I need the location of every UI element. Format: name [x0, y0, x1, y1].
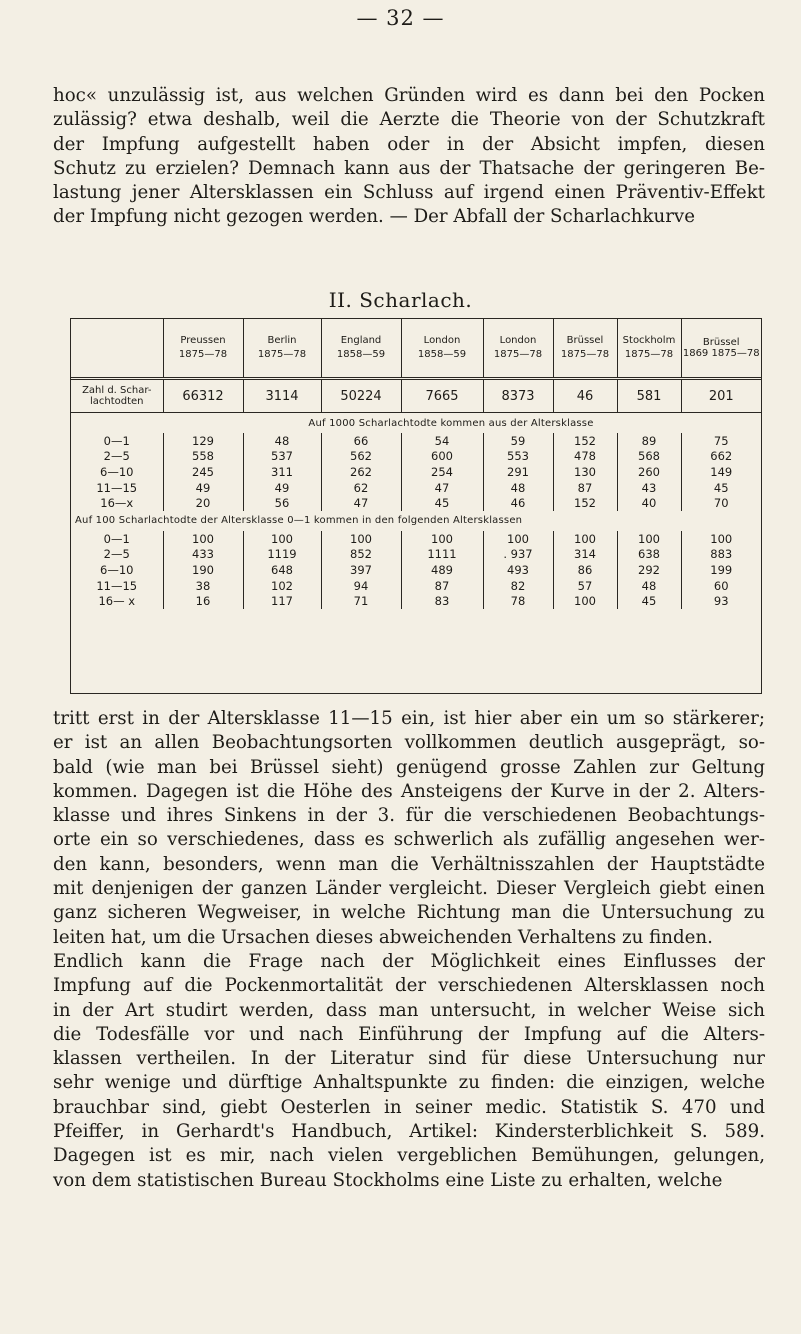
table-cell: 100 [321, 531, 401, 547]
table-cell: 478 [553, 449, 617, 465]
text-line: sehr wenige und dürftige Anhaltspunkte zu finden: die einzigen, welche [53, 1072, 765, 1094]
table-cell: 47 [321, 495, 401, 511]
table-cell: 100 [553, 593, 617, 609]
table-cell: 1119 [243, 547, 321, 563]
table-cell: 66312 [163, 379, 243, 413]
text-line: von dem statistischen Bureau Stockholms eine Liste zu erhalten, welche [53, 1169, 723, 1191]
table-cell: 94 [321, 578, 401, 594]
table-cell: 100 [681, 531, 761, 547]
table-cell: 82 [483, 578, 553, 594]
table-row [71, 449, 761, 465]
table-cell: 537 [243, 449, 321, 465]
table-cell: 66 [321, 433, 401, 449]
table-cell: 45 [681, 480, 761, 496]
table-cell: 292 [617, 562, 681, 578]
section-caption-row [71, 413, 761, 434]
section-title: II. Scharlach. [328, 288, 473, 312]
table-cell: 7665 [401, 379, 483, 413]
table-cell: 600 [401, 449, 483, 465]
text-line: in der Art studirt werden, dass man untersucht, in welcher Weise sich [53, 999, 765, 1021]
table-cell: 199 [681, 562, 761, 578]
table-cell: 70 [681, 495, 761, 511]
table-cell: 397 [321, 562, 401, 578]
table-cell: 562 [321, 449, 401, 465]
table-cell: 57 [553, 578, 617, 594]
table-row [71, 593, 761, 609]
table-cell: 100 [163, 531, 243, 547]
text-line: er ist an allen Beobachtungsorten vollkommen deutlich ausgeprägt, so- [53, 732, 765, 754]
text-line: ganz sicheren Wegweiser, in welche Richtung man die Untersuchung zu [53, 902, 765, 924]
table-row [71, 531, 761, 547]
table-cell: 553 [483, 449, 553, 465]
total-row [71, 379, 761, 413]
table-cell: 152 [553, 433, 617, 449]
row-label: 16—x [100, 496, 134, 511]
table-cell: 54 [401, 433, 483, 449]
text-line: mit denjenigen der ganzen Länder vergleicht. Dieser Vergleich giebt einen [53, 878, 765, 900]
table-cell: 100 [401, 531, 483, 547]
table-cell: 45 [617, 593, 681, 609]
table-cell: 883 [681, 547, 761, 563]
table-cell: 314 [553, 547, 617, 563]
table-cell: . 937 [483, 547, 553, 563]
table-cell: 262 [321, 464, 401, 480]
data-table [71, 319, 761, 609]
table-row [71, 547, 761, 563]
table-cell: 86 [553, 562, 617, 578]
table-cell: 581 [617, 379, 681, 413]
section-caption: Auf 100 Scharlachtodte der Altersklasse 0—1 kommen in den folgenden Altersklassen [75, 515, 523, 527]
scarlet-fever-table [70, 318, 762, 694]
text-line: klassen vertheilen. In der Literatur sind für diese Untersuchung nur [53, 1048, 765, 1070]
text-line: kommen. Dagegen ist die Höhe des Ansteigens der Kurve in der 2. Alters- [53, 780, 765, 802]
table-cell: 46 [483, 495, 553, 511]
table-cell: 93 [681, 593, 761, 609]
table-header-row [71, 319, 761, 379]
table-cell: 47 [401, 480, 483, 496]
row-label: 11—15 [96, 480, 138, 495]
page-number: — 32 — [356, 6, 445, 30]
table-row [71, 480, 761, 496]
table-row [71, 495, 761, 511]
text-line: Pfeiffer, in Gerhardt's Handbuch, Artikel: Kindersterblichkeit S. 589. [53, 1121, 765, 1143]
table-cell: 100 [553, 531, 617, 547]
table-cell: 102 [243, 578, 321, 594]
table-row [71, 578, 761, 594]
text-line: Dagegen ist es mir, nach vielen vergeblichen Bemühungen, gelungen, [53, 1145, 765, 1167]
table-cell: 48 [483, 480, 553, 496]
row-label: 0—1 [103, 433, 130, 448]
text-line: der Impfung nicht gezogen werden. — Der Abfall der Scharlachkurve [53, 206, 695, 228]
row-label: Zahl d. Schar-lachtodten [71, 379, 163, 413]
header-blank [71, 319, 163, 379]
paragraph-bottom [53, 707, 765, 1193]
row-label: 2—5 [103, 547, 130, 562]
text-line: lastung jener Altersklassen ein Schluss auf irgend einen Präventiv-Effekt [53, 182, 765, 204]
table-cell: 100 [617, 531, 681, 547]
table-row [71, 562, 761, 578]
table-cell: 117 [243, 593, 321, 609]
table-cell: 852 [321, 547, 401, 563]
text-line: brauchbar sind, giebt Oesterlen in seiner medic. Statistik S. 470 und [53, 1096, 765, 1118]
table-cell: 48 [243, 433, 321, 449]
text-line: zulässig? etwa deshalb, weil die Aerzte die Theorie von der Schutzkraft [53, 109, 765, 131]
table-cell: 50224 [321, 379, 401, 413]
table-cell: 46 [553, 379, 617, 413]
table-cell: 130 [553, 464, 617, 480]
text-line: Schutz zu erzielen? Demnach kann aus der Thatsache der geringeren Be- [53, 157, 765, 179]
column-header: London 1858—59 [401, 319, 483, 379]
table-cell: 311 [243, 464, 321, 480]
table-cell: 56 [243, 495, 321, 511]
paragraph-top [53, 84, 765, 230]
table-cell: 71 [321, 593, 401, 609]
text-line: den kann, besonders, wenn man die Verhältnisszahlen der Hauptstädte [53, 853, 765, 875]
table-cell: 129 [163, 433, 243, 449]
table-cell: 1111 [401, 547, 483, 563]
table-cell: 152 [553, 495, 617, 511]
column-header: Berlin 1875—78 [243, 319, 321, 379]
table-cell: 190 [163, 562, 243, 578]
table-cell: 59 [483, 433, 553, 449]
row-label: 6—10 [100, 562, 134, 577]
table-cell: 43 [617, 480, 681, 496]
column-header: England 1858—59 [321, 319, 401, 379]
column-header: Brüssel 1875—78 [553, 319, 617, 379]
table-cell: 100 [243, 531, 321, 547]
table-cell: 60 [681, 578, 761, 594]
text-line: leiten hat, um die Ursachen dieses abweichenden Verhaltens zu finden. [53, 926, 713, 948]
column-header: London 1875—78 [483, 319, 553, 379]
table-cell: 201 [681, 379, 761, 413]
table-cell: 254 [401, 464, 483, 480]
table-cell: 89 [617, 433, 681, 449]
table-cell: 49 [243, 480, 321, 496]
table-cell: 78 [483, 593, 553, 609]
table-cell: 45 [401, 495, 483, 511]
table-cell: 3114 [243, 379, 321, 413]
table-cell: 245 [163, 464, 243, 480]
table-cell: 49 [163, 480, 243, 496]
text-line: tritt erst in der Altersklasse 11—15 ein, ist hier aber ein um so stärkerer; [53, 708, 765, 729]
row-label: 6—10 [100, 464, 134, 479]
table-cell: 75 [681, 433, 761, 449]
text-line: bald (wie man bei Brüssel sieht) genügend grosse Zahlen zur Geltung [53, 756, 765, 778]
table-cell: 291 [483, 464, 553, 480]
table-cell: 558 [163, 449, 243, 465]
text-line: orte ein so verschiedenes, dass es schwerlich als zufällig angesehen wer- [53, 829, 765, 851]
table-cell: 260 [617, 464, 681, 480]
section-caption-row [71, 511, 761, 531]
text-line: Impfung auf die Pockenmortalität der verschiedenen Altersklassen noch [53, 975, 765, 997]
table-cell: 433 [163, 547, 243, 563]
table-cell: 87 [553, 480, 617, 496]
table-cell: 648 [243, 562, 321, 578]
table-cell: 62 [321, 480, 401, 496]
row-label: 2—5 [103, 449, 130, 464]
text-line: hoc« unzulässig ist, aus welchen Gründen wird es dann bei den Pocken [53, 85, 765, 106]
column-header: Brüssel 1869 1875—78 [681, 319, 761, 379]
section-caption: Auf 1000 Scharlachtodte kommen aus der Altersklasse [308, 417, 594, 429]
table-cell: 489 [401, 562, 483, 578]
table-row [71, 464, 761, 480]
table-cell: 38 [163, 578, 243, 594]
column-header: Stockholm 1875—78 [617, 319, 681, 379]
row-label: 11—15 [96, 578, 138, 593]
table-cell: 48 [617, 578, 681, 594]
table-cell: 16 [163, 593, 243, 609]
table-cell: 8373 [483, 379, 553, 413]
table-cell: 87 [401, 578, 483, 594]
text-line: Endlich kann die Frage nach der Möglichkeit eines Einflusses der [53, 950, 765, 972]
table-cell: 638 [617, 547, 681, 563]
table-cell: 568 [617, 449, 681, 465]
table-cell: 100 [483, 531, 553, 547]
table-cell: 149 [681, 464, 761, 480]
table-cell: 662 [681, 449, 761, 465]
row-label: 16— x [98, 594, 136, 609]
table-cell: 83 [401, 593, 483, 609]
row-label: 0—1 [103, 531, 130, 546]
table-row [71, 433, 761, 449]
table-cell: 20 [163, 495, 243, 511]
column-header: Preussen 1875—78 [163, 319, 243, 379]
table-cell: 493 [483, 562, 553, 578]
text-line: klasse und ihres Sinkens in der 3. für die verschiedenen Beobachtungs- [53, 805, 765, 827]
text-line: der Impfung aufgestellt haben oder in der Absicht impfen, diesen [53, 133, 765, 155]
table-cell: 40 [617, 495, 681, 511]
text-line: die Todesfälle vor und nach Einführung der Impfung auf die Alters- [53, 1023, 765, 1045]
